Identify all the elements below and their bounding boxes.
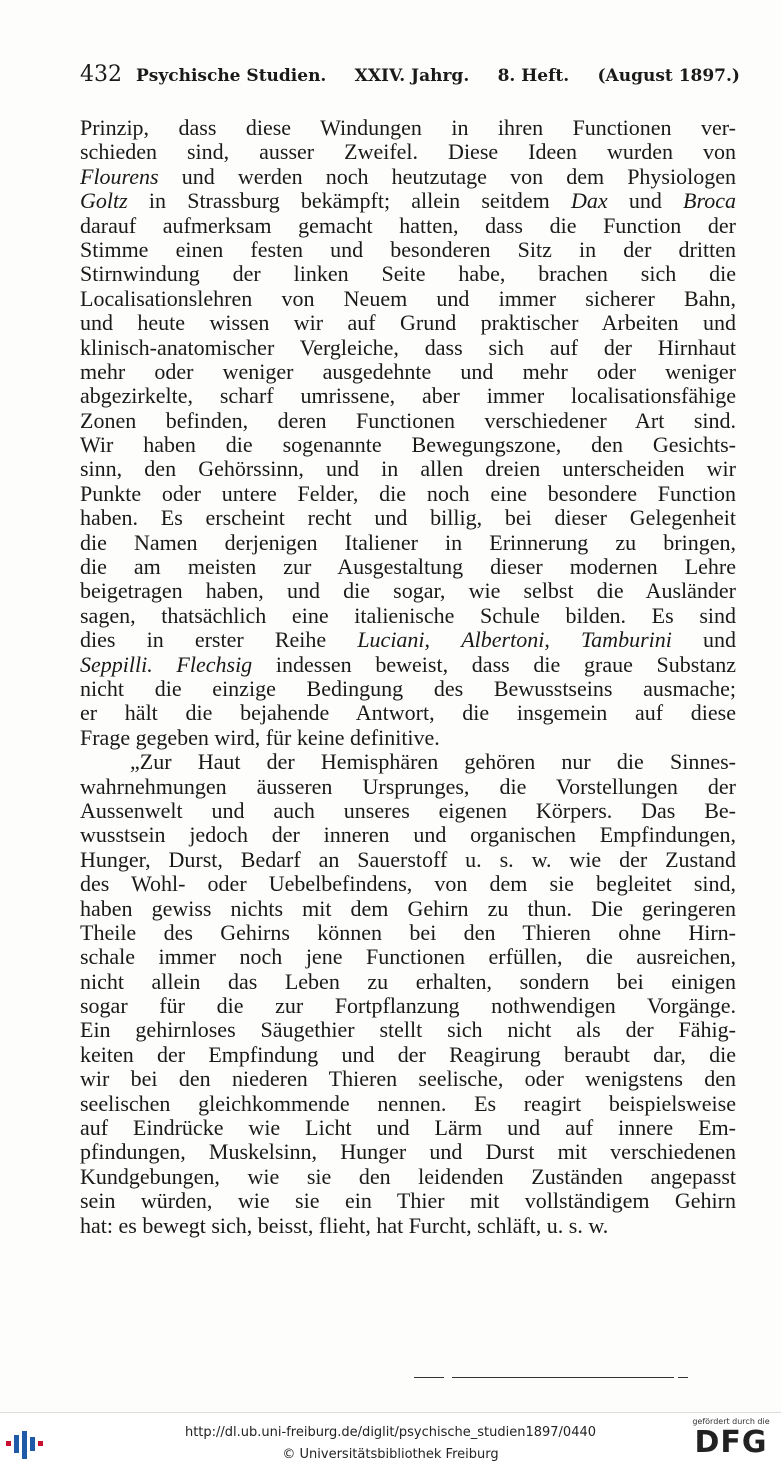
text-run: und <box>671 628 736 653</box>
text-run: hat: es bewegt sich, beisst, flieht, hat Furcht, schläft, u. s. w. <box>80 1213 609 1238</box>
italic-name: Broca <box>683 189 736 214</box>
text-run: und werden noch heutzutage von dem Physiologen <box>158 164 736 189</box>
text-line <box>80 482 736 506</box>
permalink-link[interactable]: http://dl.ub.uni-freiburg.de/diglit/psychische_studien1897/0440 <box>184 1425 597 1440</box>
text-run: nicht die einzige Bedingung des Bewusstseins ausmache; <box>80 676 736 701</box>
italic-name: Dax <box>570 189 608 214</box>
page-number: 432 <box>80 62 122 87</box>
italic-name: Flourens <box>80 164 159 189</box>
footer-rule-end <box>678 1377 688 1378</box>
text-run: Hunger, Durst, Bedarf an Sauerstoff u. s. w. wie der Zustand <box>80 847 736 872</box>
text-line <box>80 1189 736 1213</box>
text-run: sein würden, wie sie ein Thier mit vollständigem Gehirn <box>80 1189 736 1214</box>
viewer-footer <box>0 1412 781 1469</box>
text-line <box>80 726 736 750</box>
text-run: Wir haben die sogenannte Bewegungszone, den Gesichts- <box>80 433 736 458</box>
text-run: Frage gegeben wird, für keine definitive. <box>80 725 440 750</box>
text-line <box>80 677 736 701</box>
text-line <box>80 1018 736 1042</box>
running-title <box>136 66 740 86</box>
text-line <box>80 555 736 579</box>
text-line <box>80 823 736 847</box>
text-run: in Strassburg bekämpft; allein seitdem <box>127 189 571 214</box>
text-run: nicht allein das Leben zu erhalten, sondern bei einigen <box>80 969 736 994</box>
text-run: er hält die bejahende Antwort, die insgemein auf diese <box>80 701 736 726</box>
text-line <box>80 750 736 774</box>
italic-name: Goltz <box>80 189 128 214</box>
text-run: haben gewiss nichts mit dem Gehirn zu thun. Die geringeren <box>80 896 736 921</box>
text-line <box>80 945 736 969</box>
text-run: Ein gehirnloses Säugethier stellt sich nicht als der Fähig- <box>80 1018 736 1043</box>
text-run: pfindungen, Muskelsinn, Hunger und Durst mit verschiedenen <box>80 1140 736 1165</box>
text-run: sogar für die zur Fortpflanzung nothwendigen Vorgänge. <box>80 994 736 1019</box>
text-run: schieden sind, ausser Zweifel. Diese Ideen wurden von <box>80 140 736 165</box>
text-line <box>80 360 736 384</box>
text-run: , <box>544 628 581 653</box>
funder-note: gefördert durch die <box>692 1417 770 1426</box>
italic-name: Seppilli. Flechsig <box>80 652 253 677</box>
text-run: Stimme einen festen und besonderen Sitz in der dritten <box>80 237 736 262</box>
text-line <box>80 604 736 628</box>
text-line <box>80 262 736 286</box>
text-line <box>80 189 736 213</box>
text-line <box>80 1165 736 1189</box>
text-run: Aussenwelt und auch unseres eigenen Körpers. Das Be- <box>80 798 736 823</box>
text-line <box>80 775 736 799</box>
issue-label: 8. Heft. <box>497 66 570 86</box>
text-run: Kundgebungen, wie sie den leidenden Zuständen angepasst <box>80 1164 736 1189</box>
text-run: wusstsein jedoch der inneren und organischen Empfindungen, <box>80 823 736 848</box>
footer-rule-long <box>452 1377 674 1378</box>
text-run: und heute wissen wir auf Grund praktischer Arbeiten und <box>80 311 736 336</box>
text-run: Localisationslehren von Neuem und immer sicherer Bahn, <box>80 286 736 311</box>
text-line <box>80 311 736 335</box>
text-line <box>80 165 736 189</box>
text-run: darauf aufmerksam gemacht hatten, dass die Function der <box>80 213 736 238</box>
text-run: sinn, den Gehörssinn, und in allen dreien unterscheiden wir <box>80 457 736 482</box>
text-line <box>80 433 736 457</box>
text-line <box>80 214 736 238</box>
italic-name: Albertoni <box>461 628 545 653</box>
text-run: , <box>424 628 462 653</box>
text-line <box>80 897 736 921</box>
text-run: seelischen gleichkommende nennen. Es reagirt beispielsweise <box>80 1091 736 1116</box>
text-run: und <box>607 189 684 214</box>
running-header <box>80 62 740 92</box>
text-run: dies in erster Reihe <box>80 628 358 653</box>
text-line <box>80 409 736 433</box>
text-line <box>80 628 736 652</box>
text-run: Punkte oder untere Felder, die noch eine besondere Function <box>80 481 736 506</box>
text-run: abgezirkelte, scharf umrissene, aber immer localisationsfähige <box>80 384 736 409</box>
text-line <box>80 1214 736 1238</box>
journal-title: Psychische Studien. <box>136 66 327 86</box>
text-run: Prinzip, dass diese Windungen in ihren Functionen ver- <box>80 116 736 140</box>
text-run: wir bei den niederen Thieren seelische, oder wenigstens den <box>80 1067 736 1092</box>
text-run: sagen, thatsächlich eine italienische Schule bilden. Es sind <box>80 603 736 628</box>
text-run: die am meisten zur Ausgestaltung dieser modernen Lehre <box>80 555 736 580</box>
text-line <box>80 799 736 823</box>
text-run: keiten der Empfindung und der Reagirung beraubt dar, die <box>80 1042 736 1067</box>
text-line <box>80 1140 736 1164</box>
text-run: indessen beweist, dass die graue Substanz <box>252 652 736 677</box>
text-line <box>80 336 736 360</box>
text-line <box>80 457 736 481</box>
text-line <box>80 994 736 1018</box>
text-line <box>80 921 736 945</box>
text-run: Zonen befinden, deren Functionen verschiedener Art sind. <box>80 408 736 433</box>
italic-name: Luciani <box>357 628 425 653</box>
body-text <box>80 116 736 1238</box>
text-line <box>80 116 736 140</box>
text-line <box>80 287 736 311</box>
text-run: Theile des Gehirns können bei den Thieren ohne Hirn- <box>80 920 736 945</box>
text-run: mehr oder weniger ausgedehnte und mehr oder weniger <box>80 359 736 384</box>
copyright-notice: © Universitätsbibliothek Freiburg <box>282 1447 499 1462</box>
italic-name: Tamburini <box>580 628 672 653</box>
dfg-wordmark: DFG <box>694 1425 768 1460</box>
text-run: haben. Es erscheint recht und billig, bei dieser Gelegenheit <box>80 506 736 531</box>
text-run: schale immer noch jene Functionen erfüllen, die ausreichen, <box>80 945 736 970</box>
text-line <box>80 848 736 872</box>
text-run: wahrnehmungen äusseren Ursprunges, die Vorstellungen der <box>80 774 736 799</box>
text-line <box>80 1067 736 1091</box>
footer-rule-short <box>414 1377 444 1378</box>
dfg-logo <box>691 1417 771 1465</box>
text-line <box>80 238 736 262</box>
text-line <box>80 653 736 677</box>
text-run: des Wohl- oder Uebelbefindens, von dem sie begleitet sind, <box>80 872 736 897</box>
text-line <box>80 531 736 555</box>
text-run: die Namen derjenigen Italiener in Erinnerung zu bringen, <box>80 530 736 555</box>
text-run: auf Eindrücke wie Licht und Lärm und auf innere Em- <box>80 1116 736 1141</box>
text-line <box>80 506 736 530</box>
text-run: beigetragen haben, und die sogar, wie selbst die Ausländer <box>80 579 736 604</box>
text-line <box>80 579 736 603</box>
text-line <box>80 1116 736 1140</box>
text-line <box>80 1043 736 1067</box>
text-run: „Zur Haut der Hemisphären gehören nur die Sinnes- <box>130 750 736 775</box>
text-line <box>80 1092 736 1116</box>
text-run: Stirnwindung der linken Seite habe, brachen sich die <box>80 262 736 287</box>
issue-date: (August 1897.) <box>597 66 740 86</box>
text-line <box>80 384 736 408</box>
text-line <box>80 872 736 896</box>
text-line <box>80 140 736 164</box>
text-run: klinisch-anatomischer Vergleiche, dass sich auf der Hirnhaut <box>80 335 736 360</box>
text-line <box>80 970 736 994</box>
text-line <box>80 701 736 725</box>
volume-label: XXIV. Jahrg. <box>354 66 470 86</box>
